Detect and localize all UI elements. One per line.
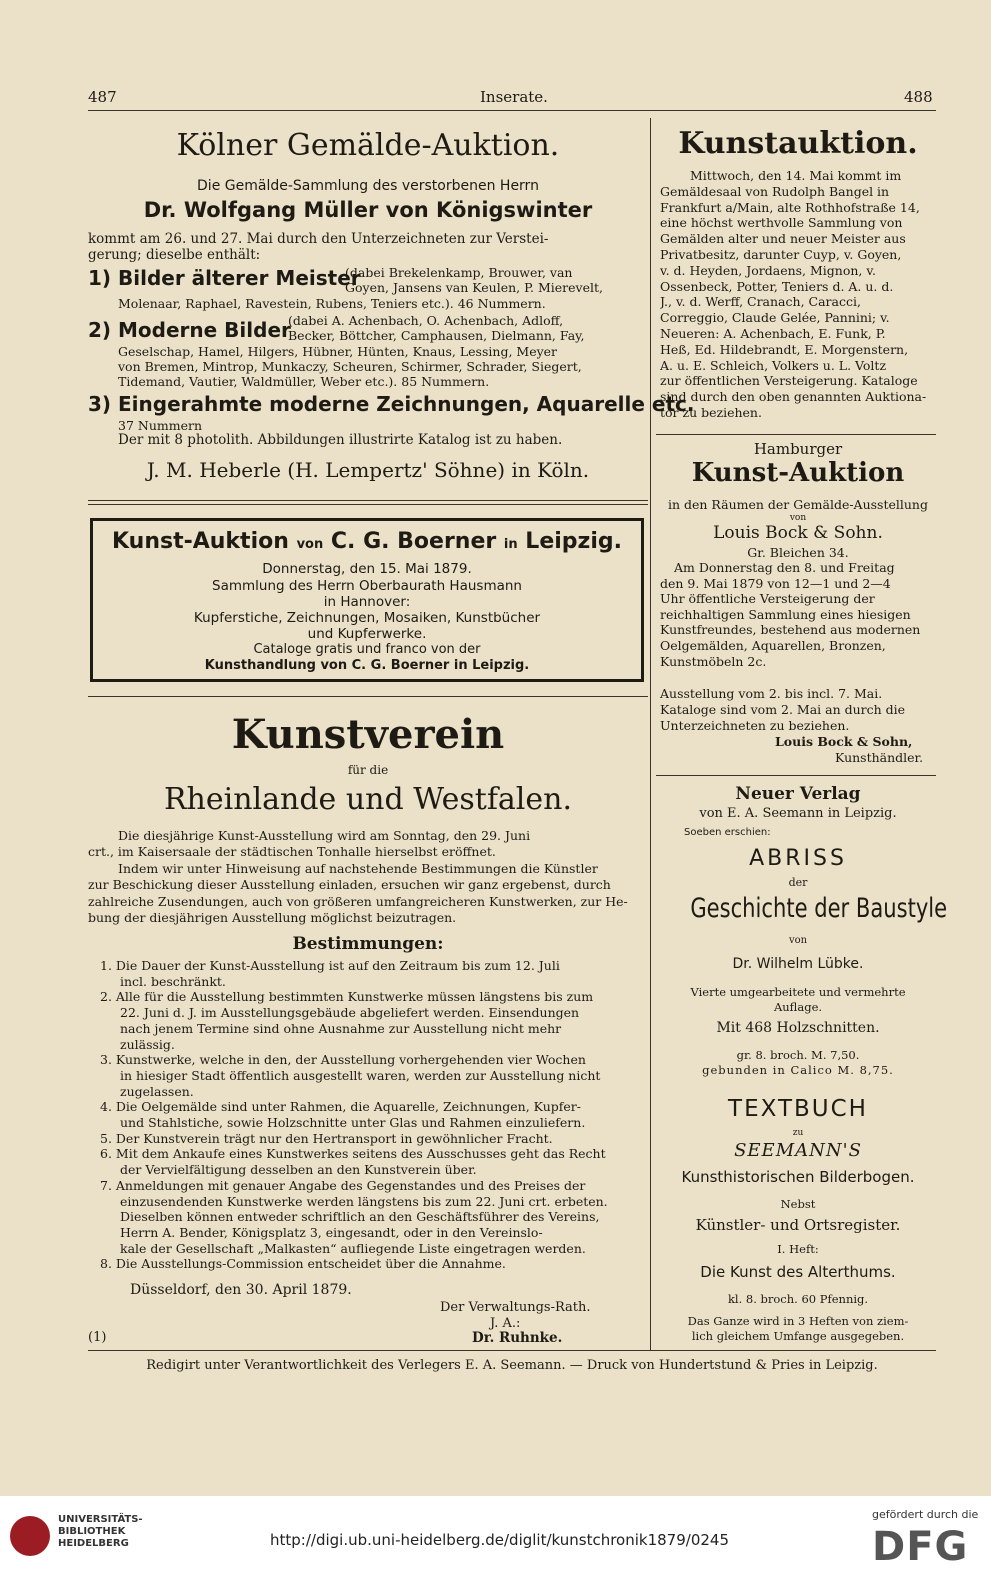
- hamburg-line: reichhaltigen Sammlung eines hiesigen: [660, 606, 911, 622]
- koeln-title: Kölner Gemälde-Auktion.: [176, 128, 560, 163]
- koeln-line-1: kommt am 26. und 27. Mai durch den Unterzeichneten zur Verstei-: [88, 231, 549, 247]
- hamburg-l1: in den Räumen der Gemälde-Ausstellung: [667, 497, 928, 512]
- seemann-ed-2: Auflage.: [773, 1000, 823, 1014]
- boerner-title: [93, 529, 641, 554]
- kunstverein-rule-line: 6. Mit dem Ankaufe eines Kunstwerkes seitens des Ausschusses geht das Recht: [100, 1146, 606, 1162]
- seemann-nebst: Nebst: [780, 1197, 816, 1211]
- koeln-catalog: Der mit 8 photolith. Abbildungen illustrirte Katalog ist zu haben.: [118, 432, 563, 448]
- seemann-seemanns: SEEMANN'S: [734, 1140, 862, 1161]
- seemann-t2: von E. A. Seemann in Leipzig.: [699, 806, 897, 821]
- seemann-zu: zu: [792, 1128, 804, 1138]
- koeln-intro: Die Gemälde-Sammlung des verstorbenen Herrn: [197, 178, 539, 194]
- kunstverein-rule-line: incl. beschränkt.: [120, 973, 226, 989]
- bangel-body: [660, 168, 936, 421]
- koeln-item-1-title: 1) Bilder älterer Meister: [88, 266, 361, 290]
- kunstverein-sig-2: J. A.:: [490, 1316, 521, 1331]
- kunstverein-intro-line: zur Beschickung dieser Ausstellung einladen, ersuchen wir ganz ergebenst, durch: [88, 877, 611, 893]
- koeln-item-2-c: Geselschap, Hamel, Hilgers, Hübner, Hünten, Knaus, Lessing, Meyer: [118, 344, 558, 359]
- hamburg-sig-2: Kunsthändler.: [835, 750, 924, 765]
- dfg-funded-text: gefördert durch die: [872, 1508, 979, 1521]
- boerner-items: Kupferstiche, Zeichnungen, Mosaiken, Kunstbücher: [193, 610, 541, 626]
- kunstverein-number: (1): [88, 1330, 107, 1345]
- seemann-author: Dr. Wilhelm Lübke.: [732, 956, 864, 972]
- koeln-firm: J. M. Heberle (H. Lempertz' Söhne) in Köln.: [146, 458, 590, 482]
- bangel-line: eine höchst werthvolle Sammlung von: [660, 215, 903, 231]
- boerner-collection: Sammlung des Herrn Oberbaurath Hausmann: [212, 578, 522, 594]
- kunstverein-rule-line: 1. Die Dauer der Kunst-Ausstellung ist auf den Zeitraum bis zum 12. Juli: [100, 958, 560, 973]
- ub-line-3: HEIDELBERG: [58, 1538, 129, 1549]
- seemann-kh: Kunsthistorischen Bilderbogen.: [681, 1168, 915, 1186]
- hamburg-addr: Gr. Bleichen 34.: [747, 545, 849, 560]
- koeln-item-2-d: von Bremen, Mintrop, Munkaczy, Scheuren, Schirmer, Schrader, Siegert,: [118, 359, 582, 374]
- kunstverein-rule-line: 4. Die Oelgemälde sind unter Rahmen, die Aquarelle, Zeichnungen, Kupfer-: [100, 1099, 581, 1115]
- imprint: Redigirt unter Verantwortlichkeit des Verlegers E. A. Seemann. — Druck von Hundertstund & Pries in Leipzig.: [146, 1358, 878, 1373]
- kunstverein-rule-line: Dieselben können entweder schriftlich an den Geschäftsführer des Vereins,: [120, 1209, 600, 1225]
- bangel-line: Gemälden alter und neuer Meister aus: [660, 231, 906, 247]
- hamburg-line: Oelgemälden, Aquarellen, Bronzen,: [660, 637, 886, 653]
- hamburg-line: Kunstmöbeln 2c.: [660, 653, 767, 669]
- seemann-textbuch: TEXTBUCH: [728, 1096, 868, 1122]
- bangel-line: tor zu beziehen.: [660, 404, 762, 420]
- seemann-alterthum: Die Kunst des Alterthums.: [700, 1263, 896, 1281]
- koeln-item-1-b: Goyen, Jansens van Keulen, P. Mierevelt,: [345, 280, 603, 295]
- header-rule: [88, 110, 936, 111]
- kunstverein-best-title: Bestimmungen:: [292, 934, 444, 954]
- seemann-price-1: gr. 8. broch. M. 7,50.: [736, 1048, 860, 1062]
- hamburg-t2: Kunst-Auktion: [691, 458, 905, 488]
- boerner-auction-box: [90, 518, 644, 682]
- boerner-catalog: Cataloge gratis und franco von der: [253, 642, 481, 657]
- kunstverein-intro-line: bung der diesjährigen Ausstellung möglichst beizutragen.: [88, 910, 457, 926]
- kunstverein-rule-line: einzusendenden Kunstwerke werden längstens bis zum 22. Juni crt. erbeten.: [120, 1193, 608, 1209]
- seemann-kl: kl. 8. broch. 60 Pfennig.: [727, 1292, 869, 1306]
- boerner-title-b: C. G. Boerner: [330, 529, 497, 554]
- koeln-item-1-a: (dabei Brekelenkamp, Brouwer, van: [345, 265, 573, 280]
- page-number-left: 487: [88, 88, 117, 106]
- bangel-line: Correggio, Claude Gelée, Pannini; v.: [660, 310, 890, 326]
- section-title: Inserate.: [480, 88, 548, 106]
- rule-1b: [88, 504, 648, 505]
- seemann-geschichte: Geschichte der Baustyle: [690, 893, 948, 924]
- hamburg-line: Am Donnerstag den 8. und Freitag: [674, 560, 895, 575]
- kunstverein-rule-line: 22. Juni d. J. im Ausstellungsgebäude abgeliefert werden. Einsendungen: [120, 1005, 580, 1021]
- kunstverein-rule-line: der Vervielfältigung desselben an den Kunstverein über.: [120, 1162, 477, 1178]
- column-divider: [650, 118, 651, 1350]
- hamburg-l2: Ausstellung vom 2. bis incl. 7. Mai.: [660, 686, 883, 701]
- kunstverein-rule-line: zulässig.: [120, 1036, 175, 1052]
- kunstverein-rule-line: 2. Alle für die Ausstellung bestimmten Kunstwerke müssen längstens bis zum: [100, 989, 594, 1005]
- seemann-von: von: [788, 935, 808, 946]
- bangel-line: zur öffentlichen Versteigerung. Kataloge: [660, 373, 918, 389]
- kunstverein-rule-line: Herrn A. Bender, Königsplatz 3, eingesandt, oder in den Vereinslo-: [120, 1224, 543, 1240]
- koeln-line-2: gerung; dieselbe enthält:: [88, 247, 261, 263]
- kunstverein-rule-line: 7. Anmeldungen mit genauer Angabe des Gegenstandes und des Preises der: [100, 1177, 586, 1193]
- hamburg-line: Kunstfreundes, bestehend aus modernen: [660, 622, 921, 638]
- bangel-line: Mittwoch, den 14. Mai kommt im: [690, 168, 902, 183]
- seemann-holzschnitte: Mit 468 Holzschnitten.: [716, 1020, 880, 1036]
- hamburg-l3: Kataloge sind vom 2. Mai an durch die: [660, 702, 906, 717]
- kunstverein-region: Rheinlande und Westfalen.: [163, 782, 573, 817]
- kunstverein-intro-line: Indem wir unter Hinweisung auf nachstehende Bestimmungen die Künstler: [118, 860, 598, 876]
- kunstverein-rule-line: 3. Kunstwerke, welche in den, der Ausstellung vorhergehenden vier Wochen: [100, 1052, 586, 1068]
- bangel-line: Frankfurt a/Main, alte Rothhofstraße 14,: [660, 199, 920, 215]
- hamburg-line: Uhr öffentliche Versteigerung der: [660, 591, 875, 607]
- boerner-title-in: in: [503, 537, 518, 552]
- koeln-item-3-a: 37 Nummern: [118, 418, 202, 433]
- ub-heidelberg-wordmark: [58, 1514, 143, 1550]
- kunstverein-rule-line: zugelassen.: [120, 1083, 194, 1099]
- boerner-date: Donnerstag, den 15. Mai 1879.: [262, 561, 472, 577]
- seemann-abriss: ABRISS: [749, 846, 847, 871]
- seemann-ganze-2: lich gleichem Umfange ausgegeben.: [691, 1329, 905, 1343]
- rule-bottom: [88, 1350, 936, 1351]
- bangel-title: Kunstauktion.: [678, 126, 918, 161]
- kunstverein-rule-line: kale der Gesellschaft „Malkasten“ aufliegende Liste eingetragen werden.: [120, 1240, 586, 1256]
- boerner-title-c: Leipzig.: [525, 529, 622, 554]
- digitization-footer: [0, 1496, 991, 1581]
- ub-heidelberg-logo: [10, 1516, 50, 1556]
- ub-line-1: UNIVERSITÄTS-: [58, 1514, 143, 1525]
- kunstverein-title: Kunstverein: [231, 711, 505, 758]
- page-number-right: 488: [904, 88, 933, 106]
- kunstverein-fuer: für die: [347, 763, 389, 777]
- seemann-soeben: Soeben erschien:: [684, 827, 771, 838]
- kunstverein-intro-line: crt., im Kaisersaale der städtischen Tonhalle hierselbst eröffnet.: [88, 844, 496, 860]
- rule-r1: [656, 434, 936, 435]
- kunstverein-rule-line: und Stahlstiche, sowie Holzschnitte unter Glas und Rahmen einzuliefern.: [120, 1115, 586, 1131]
- kunstverein-rules: [100, 958, 648, 1272]
- seemann-t1: Neuer Verlag: [735, 784, 861, 804]
- seemann-ed-1: Vierte umgearbeitete und vermehrte: [690, 985, 906, 999]
- kunstverein-rule-line: nach jenem Termine sind ohne Ausnahme zur Ausstellung nicht mehr: [120, 1020, 562, 1036]
- kunstverein-sig-1: Der Verwaltungs-Rath.: [440, 1300, 591, 1315]
- koeln-item-2-e: Tidemand, Vautier, Waldmüller, Weber etc.). 85 Nummern.: [118, 374, 490, 389]
- bangel-line: sind durch den oben genannten Auktiona-: [660, 389, 927, 405]
- bangel-line: Gemäldesaal von Rudolph Bangel in: [660, 183, 890, 199]
- kunstverein-intro-line: zahlreiche Zusendungen, auch von größeren umfangreicheren Kunstwerken, zur He-: [88, 893, 628, 909]
- koeln-collector-name: Dr. Wolfgang Müller von Königswinter: [143, 198, 593, 222]
- bangel-line: Heß, Ed. Hildebrandt, E. Morgenstern,: [660, 341, 909, 357]
- boerner-firm: Kunsthandlung von C. G. Boerner in Leipzig.: [204, 658, 530, 673]
- hamburg-t1: Hamburger: [753, 440, 843, 458]
- kunstverein-rule-line: 8. Die Ausstellungs-Commission entscheidet über die Annahme.: [100, 1256, 506, 1272]
- bangel-line: Neueren: A. Achenbach, E. Funk, P.: [660, 325, 886, 341]
- koeln-item-2-b: Becker, Böttcher, Camphausen, Dielmann, Fay,: [288, 328, 585, 343]
- bangel-line: J., v. d. Werff, Cranach, Caracci,: [660, 294, 861, 310]
- kunstverein-sig-3: Dr. Ruhnke.: [472, 1330, 563, 1346]
- kunstverein-intro-line: Die diesjährige Kunst-Ausstellung wird am Sonntag, den 29. Juni: [118, 828, 531, 843]
- kunstverein-intro: [88, 828, 648, 926]
- seemann-register: Künstler- und Ortsregister.: [695, 1216, 901, 1234]
- hamburg-line: den 9. Mai 1879 von 12—1 und 2—4: [660, 575, 891, 591]
- boerner-title-von: von: [296, 537, 324, 552]
- kunstverein-rule-line: 5. Der Kunstverein trägt nur den Hertransport in gewöhnlicher Fracht.: [100, 1130, 553, 1146]
- dfg-logo: DFG: [872, 1524, 969, 1570]
- boerner-place: in Hannover:: [323, 594, 411, 610]
- hamburg-l4: Unterzeichneten zu beziehen.: [660, 718, 850, 733]
- bangel-line: Ossenbeck, Potter, Teniers d. A. u. d.: [660, 278, 894, 294]
- seemann-der: der: [788, 876, 808, 889]
- rule-2: [88, 696, 648, 697]
- bangel-line: v. d. Heyden, Jordaens, Mignon, v.: [660, 262, 876, 278]
- koeln-item-3-title: 3) Eingerahmte moderne Zeichnungen, Aquarelle etc.: [88, 392, 695, 416]
- rule-r2: [656, 775, 936, 776]
- seemann-ganze-1: Das Ganze wird in 3 Heften von ziem-: [687, 1314, 909, 1328]
- kunstverein-rule-line: in hiesiger Stadt öffentlich ausgestellt waren, werden zur Ausstellung nicht: [120, 1067, 601, 1083]
- hamburg-von: von: [789, 513, 807, 523]
- bangel-line: Privatbesitz, darunter Cuyp, v. Goyen,: [660, 246, 902, 262]
- boerner-title-a: Kunst-Auktion: [112, 529, 289, 554]
- hamburg-sig-1: Louis Bock & Sohn,: [775, 734, 913, 749]
- hamburg-firm: Louis Bock & Sohn.: [713, 523, 883, 543]
- seemann-price-2: gebunden in Calico M. 8,75.: [702, 1063, 894, 1077]
- hamburg-body: [660, 560, 936, 669]
- permalink-url[interactable]: http://digi.ub.uni-heidelberg.de/diglit/kunstchronik1879/0245: [270, 1531, 730, 1549]
- ub-line-2: BIBLIOTHEK: [58, 1526, 126, 1537]
- koeln-item-2-a: (dabei A. Achenbach, O. Achenbach, Adloff,: [288, 313, 564, 328]
- rule-1: [88, 500, 648, 501]
- kunstverein-date: Düsseldorf, den 30. April 1879.: [130, 1282, 352, 1298]
- bangel-line: A. u. E. Schleich, Volkers u. L. Voltz: [660, 357, 887, 373]
- koeln-item-1-c: Molenaar, Raphael, Ravestein, Rubens, Teniers etc.). 46 Nummern.: [118, 296, 546, 311]
- seemann-heft: I. Heft:: [777, 1242, 819, 1256]
- koeln-item-2-title: 2) Moderne Bilder: [88, 318, 291, 342]
- boerner-items-2: und Kupferwerke.: [307, 626, 427, 642]
